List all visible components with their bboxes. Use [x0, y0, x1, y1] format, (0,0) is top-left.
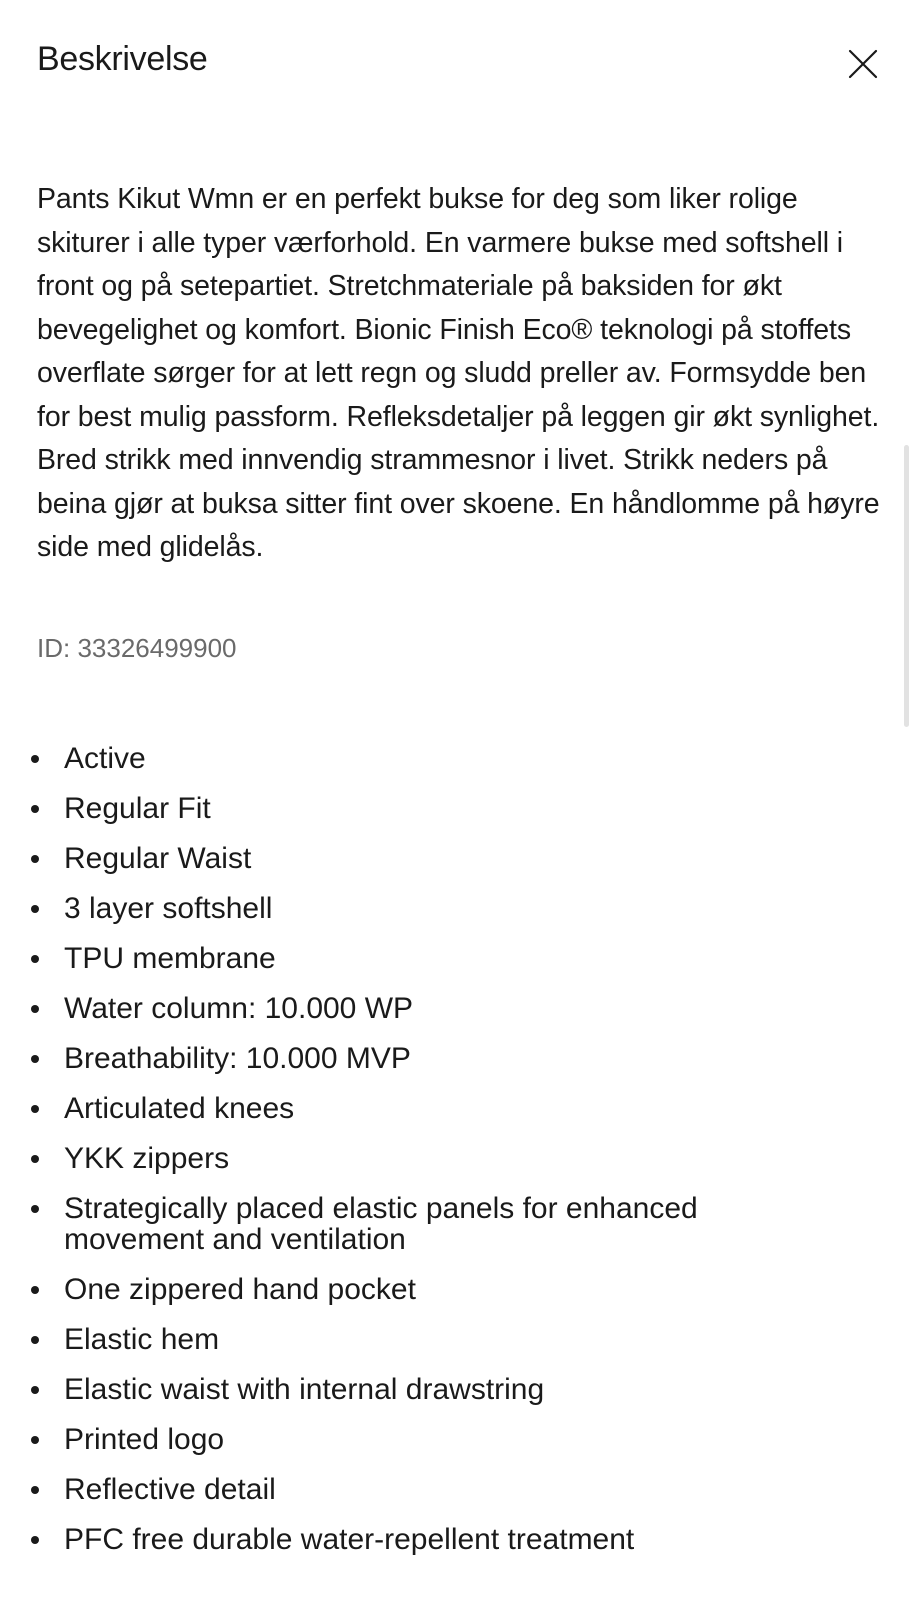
list-item	[0, 843, 900, 874]
feature-text: Regular Waist	[64, 842, 252, 875]
list-item	[0, 1524, 900, 1555]
bullet-icon	[31, 1055, 39, 1063]
bullet-icon	[31, 955, 39, 963]
feature-text: Elastic hem	[64, 1323, 220, 1356]
list-item	[0, 743, 900, 774]
feature-text: One zippered hand pocket	[64, 1273, 416, 1306]
feature-text: PFC free durable water-repellent treatment	[64, 1523, 635, 1556]
feature-text: Regular Fit	[64, 792, 211, 825]
bullet-icon	[31, 1536, 39, 1544]
close-icon	[845, 46, 881, 82]
bullet-icon	[31, 1486, 39, 1494]
list-item	[0, 1324, 900, 1355]
feature-text: Reflective detail	[64, 1473, 276, 1506]
list-item	[0, 1193, 900, 1255]
bullet-icon	[31, 805, 39, 813]
feature-text: Elastic waist with internal drawstring	[64, 1373, 545, 1406]
list-item	[0, 1474, 900, 1505]
list-item	[0, 1143, 900, 1174]
bullet-icon	[31, 905, 39, 913]
feature-text: Strategically placed elastic panels for enhanced movement and ventilation	[64, 1192, 698, 1256]
list-item	[0, 793, 900, 824]
feature-text: Water column: 10.000 WP	[64, 992, 414, 1025]
bullet-icon	[31, 1436, 39, 1444]
bullet-icon	[31, 755, 39, 763]
bullet-icon	[31, 1386, 39, 1394]
list-item	[0, 1374, 900, 1405]
feature-text: Breathability: 10.000 MVP	[64, 1042, 411, 1075]
modal-header	[37, 36, 887, 86]
list-item	[0, 993, 900, 1024]
bullet-icon	[31, 1336, 39, 1344]
feature-text: Active	[64, 742, 146, 775]
list-item	[0, 1043, 900, 1074]
list-item	[0, 1424, 900, 1455]
scrollbar-thumb[interactable]	[904, 445, 909, 727]
product-id: ID: 33326499900	[37, 633, 237, 663]
modal-title: Beskrivelse	[37, 40, 208, 78]
bullet-icon	[31, 855, 39, 863]
bullet-icon	[31, 1005, 39, 1013]
bullet-icon	[31, 1155, 39, 1163]
feature-text: TPU membrane	[64, 942, 276, 975]
bullet-icon	[31, 1286, 39, 1294]
feature-text: YKK zippers	[64, 1142, 230, 1175]
feature-text: Articulated knees	[64, 1092, 295, 1125]
bullet-icon	[31, 1205, 39, 1213]
close-button[interactable]	[845, 46, 881, 82]
feature-text: Printed logo	[64, 1423, 225, 1456]
list-item	[0, 1093, 900, 1124]
feature-text: 3 layer softshell	[64, 892, 273, 925]
feature-list	[0, 743, 900, 1574]
list-item	[0, 893, 900, 924]
list-item	[0, 943, 900, 974]
list-item	[0, 1274, 900, 1305]
bullet-icon	[31, 1105, 39, 1113]
product-description: Pants Kikut Wmn er en perfekt bukse for deg som liker rolige skiturer i alle typer værforhold. En varmere bukse med softshell i front og på setepartiet. Stretchmateriale på baksiden for økt bevegelighet og komfort. Bionic Finish Eco® teknologi på stoffets overflate sørger for at lett regn og sludd preller av. Formsydde ben for best mulig passform. Refleksdetaljer på leggen gir økt synlighet. Bred strikk med innvendig strammesnor i livet. Strikk neders på beina gjør at buksa sitter fint over skoene. En håndlomme på høyre side med glidelås.	[37, 183, 880, 563]
